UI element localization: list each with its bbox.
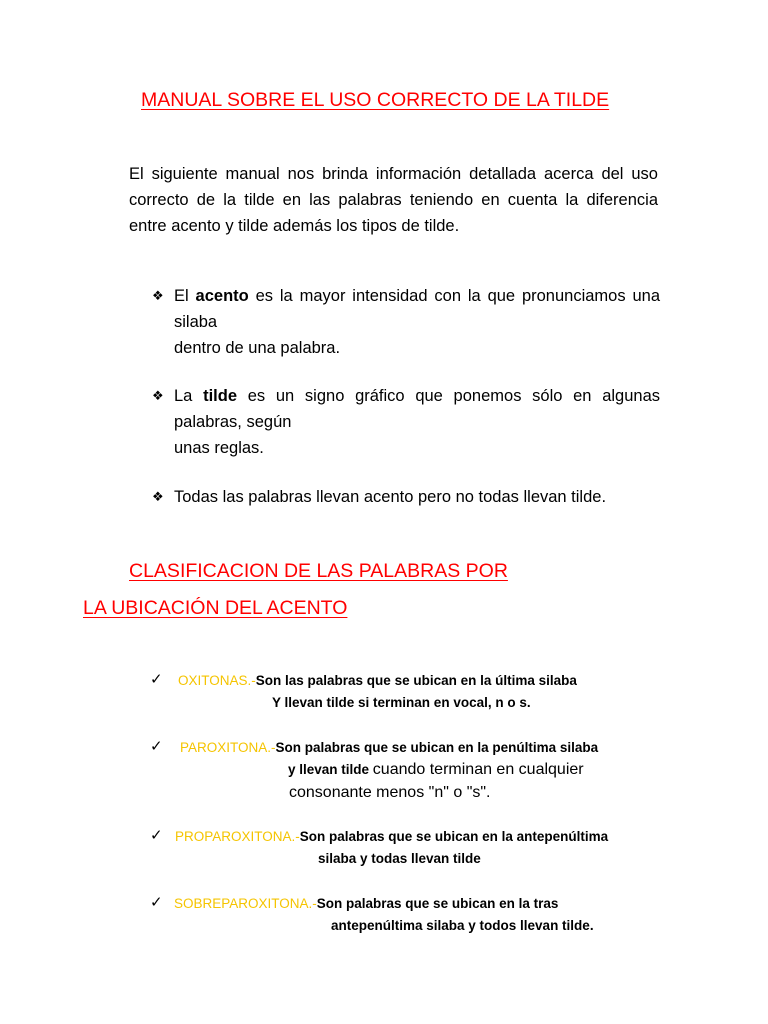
type-definition-continued: silaba y todas llevan tilde	[318, 851, 481, 866]
type-definition: Son las palabras que se ubican en la última silaba	[255, 673, 577, 688]
diamond-bullet-icon: ❖	[152, 388, 164, 403]
type-definition: Son palabras que se ubican en la penúltima silaba	[275, 740, 599, 755]
document-title: MANUAL SOBRE EL USO CORRECTO DE LA TILDE	[141, 89, 610, 111]
bullet-text: Todas las palabras llevan acento pero no todas llevan tilde.	[174, 488, 607, 506]
bullet-prefix: La	[174, 387, 204, 405]
section-heading-line2: LA UBICACIÓN DEL ACENTO	[83, 597, 348, 619]
type-term: OXITONAS.-	[178, 673, 256, 688]
type-definition-continued: y llevan tilde	[288, 762, 373, 777]
diamond-bullet-icon: ❖	[152, 489, 164, 504]
checkmark-icon: ✓	[150, 827, 163, 844]
checkmark-icon: ✓	[150, 894, 163, 911]
bullet-continuation: dentro de una palabra.	[174, 339, 341, 357]
type-term: SOBREPAROXITONA.-	[174, 896, 317, 911]
bullet-keyword: tilde	[203, 387, 237, 405]
bullet-prefix: El	[174, 287, 196, 305]
bullet-text: es un signo gráfico que ponemos sólo en algunas palabras, según	[174, 387, 661, 431]
bullet-continuation: unas reglas.	[174, 439, 264, 457]
checkmark-icon: ✓	[150, 671, 163, 688]
type-definition-plain: cuando terminan en cualquier	[372, 761, 584, 778]
bullet-text: es la mayor intensidad con la que pronunciamos una silaba	[174, 287, 660, 331]
type-definition: Son palabras que se ubican en la antepenúltima	[299, 829, 609, 844]
type-term: PAROXITONA.-	[180, 740, 276, 755]
type-definition-continued: antepenúltima silaba y todos llevan tilde.	[331, 918, 594, 933]
bullet-keyword: acento	[195, 287, 249, 305]
diamond-bullet-icon: ❖	[152, 288, 164, 303]
type-definition: Son palabras que se ubican en la tras	[316, 896, 559, 911]
checkmark-icon: ✓	[150, 738, 163, 755]
type-definition-plain: consonante menos "n" o "s".	[289, 784, 491, 801]
type-definition-continued: Y llevan tilde si terminan en vocal, n o s.	[272, 695, 531, 710]
section-heading-line1: CLASIFICACION DE LAS PALABRAS POR	[129, 560, 508, 582]
intro-paragraph: El siguiente manual nos brinda información detallada acerca del uso correcto de la tilde en las palabras teniendo en cuenta la diferencia entre acento y tilde además los tipos de tilde.	[129, 165, 658, 235]
type-term: PROPAROXITONA.-	[175, 829, 300, 844]
